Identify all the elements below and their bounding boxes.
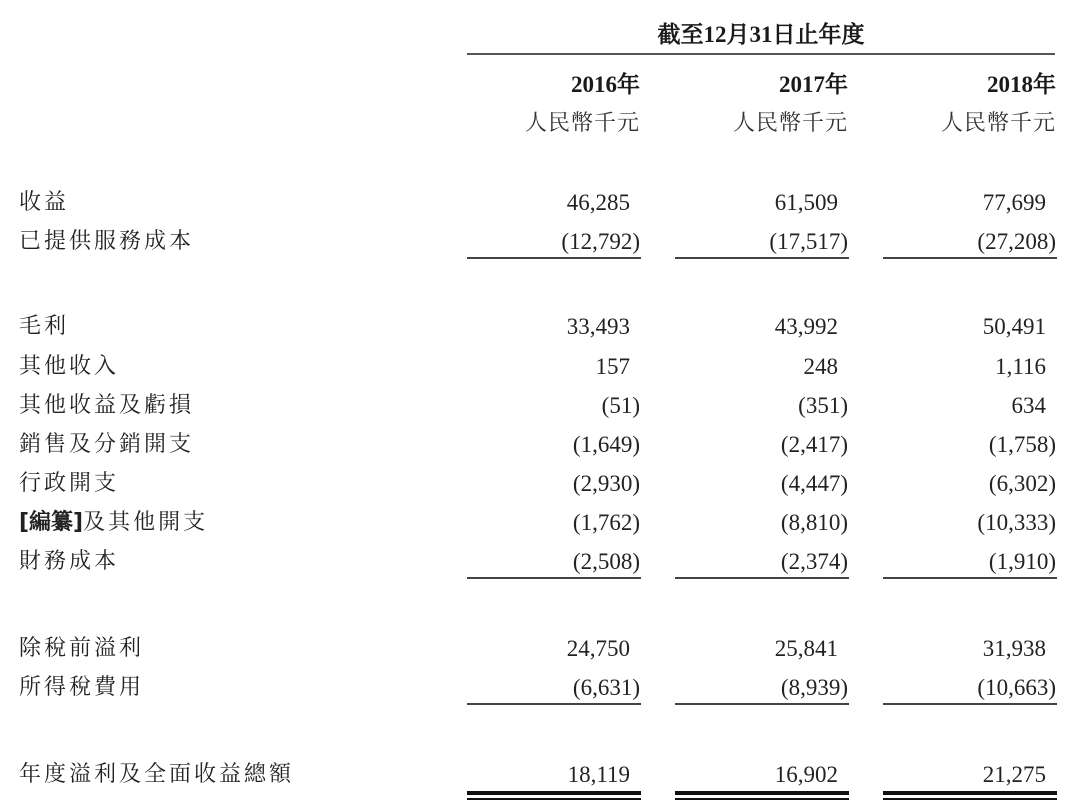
subtotal-rule: [675, 257, 849, 259]
row-label: 行政開支: [19, 471, 120, 496]
row-income-tax: [0, 673, 1080, 703]
value-2017: 16,902: [774, 762, 838, 787]
value-2016: 46,285: [566, 190, 630, 215]
row-profit-before-tax: [0, 634, 1080, 664]
row-label: 其他收入: [19, 354, 120, 379]
column-unit-2016: 人民幣千元: [524, 111, 640, 136]
row-finance-costs: [0, 547, 1080, 577]
value-2018: 21,275: [982, 762, 1046, 787]
value-2018: 50,491: [982, 314, 1046, 339]
row-total-comprehensive-income: [0, 760, 1080, 790]
subtotal-rule: [467, 257, 641, 259]
value-2018: (6,302): [988, 471, 1056, 496]
row-label: 除稅前溢利: [19, 636, 145, 661]
row-label: 收益: [19, 190, 70, 215]
total-double-rule: [883, 791, 1057, 800]
column-unit-2017: 人民幣千元: [732, 111, 848, 136]
column-year-2018: 2018年: [987, 72, 1056, 97]
subtotal-rule: [675, 577, 849, 579]
row-label: [編纂]及其他開支: [19, 510, 209, 535]
total-double-rule: [675, 791, 849, 800]
row-label: 年度溢利及全面收益總額: [19, 762, 295, 787]
value-2017: (351): [798, 393, 848, 418]
value-2016: (2,508): [572, 549, 640, 574]
value-2017: (2,374): [780, 549, 848, 574]
value-2018: (27,208): [977, 229, 1056, 254]
row-other-income: [0, 352, 1080, 382]
header-rule: [467, 53, 1055, 55]
column-year-2016: 2016年: [571, 72, 640, 97]
value-2017: (4,447): [780, 471, 848, 496]
row-cost-of-services: [0, 227, 1080, 257]
row-label: 其他收益及虧損: [19, 393, 195, 418]
value-2017: (2,417): [780, 432, 848, 457]
row-gross-profit: [0, 312, 1080, 342]
subtotal-rule: [883, 257, 1057, 259]
value-2018: (1,758): [988, 432, 1056, 457]
value-2016: (2,930): [572, 471, 640, 496]
value-2016: 157: [595, 354, 630, 379]
subtotal-rule: [883, 703, 1057, 705]
value-2016: (1,649): [572, 432, 640, 457]
value-2016: (51): [601, 393, 640, 418]
row-label: 所得稅費用: [19, 675, 145, 700]
row-label: 毛利: [19, 314, 70, 339]
value-2017: 43,992: [774, 314, 838, 339]
row-other-gains-losses: [0, 391, 1080, 421]
column-year-2017: 2017年: [779, 72, 848, 97]
row-revenue: [0, 188, 1080, 218]
value-2017: 248: [803, 354, 838, 379]
row-administrative: [0, 469, 1080, 499]
value-2017: (17,517): [769, 229, 848, 254]
value-2016: (1,762): [572, 510, 640, 535]
total-double-rule: [467, 791, 641, 800]
value-2018: (10,663): [977, 675, 1056, 700]
value-2016: (12,792): [561, 229, 640, 254]
row-label: 已提供服務成本: [19, 229, 195, 254]
value-2018: 77,699: [982, 190, 1046, 215]
row-redacted-other-expenses: [0, 508, 1080, 538]
subtotal-rule: [883, 577, 1057, 579]
value-2018: 1,116: [995, 354, 1046, 379]
value-2017: 25,841: [774, 636, 838, 661]
value-2017: (8,810): [780, 510, 848, 535]
column-unit-2018: 人民幣千元: [940, 111, 1056, 136]
value-2018: (10,333): [977, 510, 1056, 535]
value-2017: (8,939): [780, 675, 848, 700]
redacted-tag: [編纂]: [19, 510, 84, 535]
row-label: 銷售及分銷開支: [19, 432, 195, 457]
value-2018: (1,910): [988, 549, 1056, 574]
value-2018: 31,938: [982, 636, 1046, 661]
subtotal-rule: [675, 703, 849, 705]
value-2017: 61,509: [774, 190, 838, 215]
subtotal-rule: [467, 577, 641, 579]
value-2016: 24,750: [566, 636, 630, 661]
row-selling-distribution: [0, 430, 1080, 460]
value-2016: 18,119: [567, 762, 630, 787]
value-2016: (6,631): [572, 675, 640, 700]
value-2018: 634: [1011, 393, 1046, 418]
row-label: 財務成本: [19, 549, 120, 574]
subtotal-rule: [467, 703, 641, 705]
value-2016: 33,493: [566, 314, 630, 339]
period-title: 截至12月31日止年度: [657, 22, 865, 47]
